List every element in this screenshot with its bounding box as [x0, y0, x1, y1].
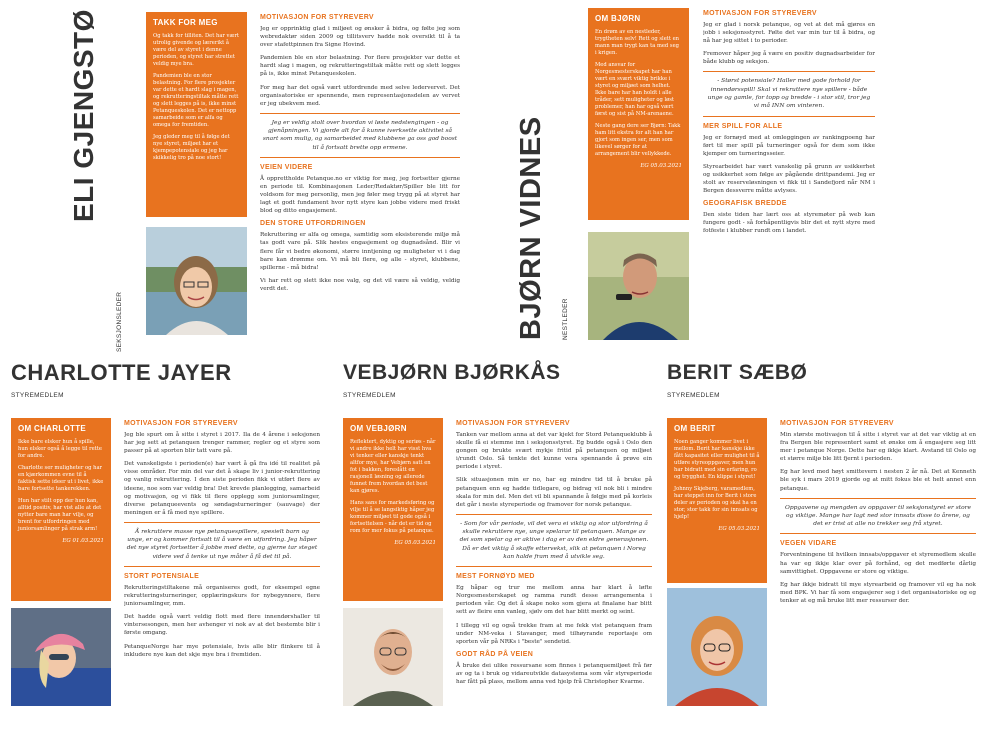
charlotte-heading-motivation: MOTIVASJON FOR STYREVERV [124, 420, 238, 427]
eli-heading-challenge: DEN STORE UTFORDRINGEN [260, 220, 366, 228]
charlotte-p4: Det hadde også vært veldig flott med flere innendørshaller til vintersesongen, men her avhenger vi nok av at det bestemte blir i første omgang. [124, 614, 320, 637]
charlotte-heading-potential: STORT POTENSIALE [124, 573, 200, 580]
bjorn-name: BJØRN VIDNES [515, 116, 547, 340]
bjorn-p1: Jeg er glad i norsk petanque, og vet at det må gjøres en jobb i seksjonsstyret. Følte det var min tur til å bidra, og nå har jeg sittet i to perioder. [703, 22, 875, 45]
bjorn-heading-more-play: MER SPILL FOR ALLE [703, 122, 783, 130]
berit-box-p2: Johnny Skjeberg, varamedlem, har steppet inn for Berit i store deler av perioden og skal ha en stor, stor takk for sin innsats og hjelp! [674, 486, 758, 521]
charlotte-role: STYREMEDLEM [11, 392, 64, 399]
vebjorn-heading-advice: GODT RÅD PÅ VEIEN [456, 650, 534, 658]
charlotte-p1: Jeg ble spurt om å sitte i styret i 2017. Ila de 4 årene i seksjonen har jeg sett at petanquen trenger rammer, regler og et styre som passer på at sporten blir tatt vare på. [124, 432, 320, 455]
eli-p5: Rekruttering er alfa og omega, samtidig som eksisterende miljø må tas godt vare på. Slik høstes engasjement og dugnadsånd. Blir vi flere får vi bedre økonomi, større inntjening og muligheter vi i dag bare kan drømme om. Vi må bli flere, og alle - styret, klubbene, spillerne - må bidra! [260, 232, 460, 271]
eli-about-box [146, 12, 247, 217]
bjorn-signature: EG 05.03.2021 [640, 163, 682, 170]
eli-box-title: TAKK FOR MEG [153, 18, 218, 27]
bjorn-box-title: OM BJØRN [595, 14, 641, 23]
eli-p3: For meg har det også vært utfordrende med selve ledervervet. Det organisatoriske er spennende, men representasjonsdelen av vervet er jeg ubekvem med. [260, 84, 460, 107]
berit-name: BERIT SÆBØ [667, 361, 808, 384]
bjorn-box-p3: Neste gang dere ser Bjørn: Takk ham litt ekstra for alt han har gjort som ingen ser, men som likevel sørger for at arrangement blir vellykkede. [595, 123, 681, 158]
eli-heading-next: VEIEN VIDERE [260, 163, 313, 171]
vebjorn-article [456, 418, 652, 718]
berit-about-box [667, 418, 767, 583]
vebjorn-about-box [343, 418, 443, 601]
eli-p1: Jeg er opprinktig glad i miljøet og ønsker å bidra, og følte jeg som webredaktør siden 2009 og tillitsverv hadde nok oversikt til å ta over stafettpinnen fra Signe Hovind. [260, 26, 460, 49]
eli-p4: Å opprettholde Petanque.no er viktig for meg, jeg fortsetter gjerne en periode til. Kombinasjonen Leder/Redaktør/Spiller ble litt for voldsom for meg personlig, men jeg føler meg trygg på at styret har lagt et godt fundament hvor nytt styre kan jobbe videre med friskt blod og ditto engasjement. [260, 175, 460, 215]
berit-photo [667, 588, 767, 706]
charlotte-name: CHARLOTTE JAYER [11, 360, 232, 385]
bjorn-photo [588, 232, 689, 340]
charlotte-p5: PetanqueNorge har mye potensiale, hvis alle blir flinkere til å inkludere nye kan det skje mye bra i fremtiden. [124, 643, 320, 658]
berit-heading-next: VEGEN VIDARE [780, 540, 837, 548]
eli-heading-motivation: MOTIVASJON FOR STYREVERV [260, 14, 374, 21]
charlotte-article [124, 418, 320, 718]
charlotte-signature: EG 01.03.2021 [62, 538, 104, 545]
eli-article [260, 12, 460, 347]
berit-p4: Eg har ikkje bidratt til mye styrearbeid og framover vil eg ha nok med BPK. Vi har få som engasjerer seg i det organisatoriske og eg tenker at eg må bruke litt mer ressurser der. [780, 581, 976, 604]
berit-p3: Forventningene til hvilken innsats/oppgaver et styremedlem skulle ha var eg ikkje klar over på forhånd, og det medførte dårlig samvittighet. Oppgavene er store og viktige. [780, 552, 976, 575]
vebjorn-heading-satisfied: MEST FORNØYD MED [456, 573, 535, 581]
eli-box-p2: Pandemien ble en stor belastning. For flere prosjekter var dette et hardt slag i magen, og rekrutteringstiltak måtte rett og slett legges på is, ikke minst Petanqueskolen. Det er nettopp samarbeide som er alfa og omega for fremtiden. [153, 73, 239, 129]
vebjorn-heading-motivation: MOTIVASJON FOR STYREVERV [456, 420, 570, 427]
berit-quote: Oppgavene og mengden av oppgaver til seksjonstyret er store og viktige. Mange har lagt ned stor innsats disse to årene, og det er trist at alle no trekker seg frå styret. [780, 498, 976, 535]
charlotte-quote: Å rekruttere masse nye petanquespillere, spesielt barn og unge, er og kommer fortsatt til å være en utfordring. Jeg håper det nye styret fortsetter å jobbe med dette, og gjerne tar steget videre ved å tenke ut nye måter å få det til på. [124, 522, 320, 567]
vebjorn-p4: I tillegg vil eg også trekke fram at me fekk vist petanquen fram under NM-veka i Stavanger, med tilhøyrande reportasje om sporten vår på NRKs i "beste" sendetid. [456, 622, 652, 645]
bjorn-heading-geography: GEOGRAFISK BREDDE [703, 200, 787, 208]
berit-article [780, 418, 976, 718]
charlotte-about-box [11, 418, 111, 601]
charlotte-photo [11, 608, 111, 706]
eli-photo [146, 227, 247, 335]
bjorn-quote: - Størst potensiale? Haller med gode forhold for innendørsspill! Skal vi rekruttere nye spillere - både unge og gamle, for topp og bredde - i stor stil, tror jeg vi må INN om vinteren. [703, 71, 875, 116]
vebjorn-p3: Eg håpar og trur me mellom anna har klart å løfte Norgesmesterskapet og ramma rundt desse arrangementa i perioden vår. Og det å skape noko som gjera at finalane har blitt sett av fleire enn vanleg, sjølv om det har blitt merkt og seint. [456, 585, 652, 616]
bjorn-about-box [588, 8, 689, 220]
charlotte-box-p3: Hun har stilt opp der hun kan, alltid positiv, har vist alle at det nytter bare man har vilje, og brent for utfordringen med juniorsamlinger på strak arm! [18, 498, 102, 533]
charlotte-box-title: OM CHARLOTTE [18, 424, 87, 433]
vebjorn-box-p1: Reflektert, dyktig og seriøs - når vi andre ikke helt har visst hva vi tenker eller kanskje tenkt altfor mye, har Vebjørn satt en fot i bakken, foreslått en rasjonell løsning og allerede funnet frem hvordan det best kan gjøres. [350, 439, 436, 495]
berit-box-p1: Noen ganger kommer livet i mellom. Berit har kanskje ikke fått kapasitet eller mulighet til å utføre styreoppgaver, men hun har bidratt med sin erfaring, ro og trygghet. En klippe i styret! [674, 439, 760, 481]
bjorn-box-p2: Med ansvar for Norgesmesterskapet har han vært en svært viktig brikke i styret og miljøet som helhet. Ikke bare har han holdt i alle tråder, sett muligheter og løst problemer, han har også vært først og sist på NM-arenaene. [595, 62, 675, 118]
berit-p2: Eg har levd med høyt smittevern i nesten 2 år nå. Det at Kenneth ble syk i mars 2019 gjorde og at mitt fokus ble et helt annet enn petanque. [780, 469, 976, 492]
vebjorn-signature: EG 05.03.2021 [394, 540, 436, 547]
charlotte-box-p1: Ikke bare elsker hun å spille, hun elsker også å legge til rette for andre. [18, 439, 102, 460]
bjorn-box-p1: En drøm av en nestleder, trygtheten selv! Rett og slett en mann man trygt kan ta med seg i krigen. [595, 29, 680, 57]
charlotte-p3: Rekrutteringstiltakene må organiseres godt, for eksempel egne rekrutteringsturneringer, opplæringskurs for nybegynnere, flere juniorsamlinger, mm. [124, 585, 320, 608]
eli-p6: Vi har rett og slett ikke noe valg, og det vil være så veldig, veldig verdt det. [260, 277, 460, 292]
berit-role: STYREMEDLEM [667, 392, 720, 399]
bjorn-p2: Fremover håper jeg å være en positiv dugnadsarbeider for både klubb og seksjon. [703, 51, 875, 66]
berit-signature: EG 05.03.2021 [718, 526, 760, 533]
berit-p1: Min største motivasjon til å sitte i styret var at det var viktig at en fra Bergen ble representert samt et ønske om å engasjere seg litt mer i petanque Norge. Dette har eg ikkje klart. Avstand til Oslo og et større miljø ble litt fjernt i perioden. [780, 432, 976, 463]
eli-name: ELI GJENGSTØ [68, 9, 99, 222]
vebjorn-role: STYREMEDLEM [343, 392, 396, 399]
vebjorn-box-p2: Hans sans for markedsføring og vilje til å se langsiktig håper jeg kommer miljøet til gode også i fortsettelsen - når det er tid og rom for mer fokus på petanque. [350, 500, 435, 535]
vebjorn-p2: Slik situasjonen min er no, har eg mindre tid til å bruke på petanquen enn eg hadde tidlegare, og bidrag vil nok bli i mindre skala for min del. Men det vil bli spannande å følgje med på korleis det går i neste styreperiode og framover for norsk petanque. [456, 477, 652, 508]
vebjorn-photo [343, 608, 443, 706]
bjorn-role: NESTLEDER [562, 298, 569, 340]
berit-box-title: OM BERIT [674, 424, 716, 433]
vebjorn-p1: Tanken var mellom anna at det var kjekt for Stord Petanqueklubb å skulle få ei stemme inn i seksjonsstyret. Eg budde også i Oslo den gongen og brukte svært mykje fritid på petanquen og miljøet i/rundt Oslo. Så tenkte det kunne vera spennande å prøve ein periode i styret. [456, 432, 652, 471]
eli-box-p1: Og takk for tilliten. Det har vært utrolig givende og lærerikt å være del av styret i denne perioden, og styret har strettet veldig mye bra. [153, 33, 239, 68]
bjorn-p4: Styrearbeidet har vært vanskelig på grunn av usikkerhet og usikkerhet som følge av pågående drittpandemi. Jeg er stolt av reserveløsningen vi fikk til i Sandefjord når NM i Bergen dessverre måtte avlyses. [703, 163, 875, 195]
bjorn-article [703, 8, 875, 308]
eli-box-p3: Jeg gleder meg til å følge det nye styret, miljøet har et kjempepotensiale og jeg har skikkelig tro på noe stort! [153, 134, 230, 162]
bjorn-heading-motivation: MOTIVASJON FOR STYREVERV [703, 10, 817, 17]
berit-heading-motivation: MOTIVASJON FOR STYREVERV [780, 420, 894, 427]
charlotte-box-p2: Charlotte ser muligheter og har en kjærkommen evne til å faktisk sette ideer ut i livet, ikke bare fortsette tankerekken. [18, 465, 104, 493]
charlotte-p2: Det vanskeligste i perioden(e) har vært å gå fra idé til realitet på visse områder. For min del var det å skape liv i junior-rekruttering og vanlig rekruttering. I den siste perioden fikk vi utført flere av ideene, noe som var veldig bra! Det krevde planlegging, samarbeid og motivasjon, og vi fikk til flere opplegg som juniorsamlinger, diverse petanqueevents og søndagsturneringer (sauvage) der meningen er å få med nye spillere. [124, 461, 320, 516]
vebjorn-name: VEBJØRN BJØRKÅS [343, 361, 561, 384]
eli-role: SEKSJONSLEDER [116, 291, 123, 352]
eli-quote: Jeg er veldig stolt over hvordan vi løste nedstengingen - og gjenåpningen. Vi gjorde alt for å kunne iverksette aktivitet så snart som mulig, og samarbeidet med klubbene ga oss god boost til å fortsatt brette opp ermene. [260, 113, 460, 158]
eli-p2: Pandemien ble en stor belastning. For flere prosjekter var dette et hardt slag i magen, og rekrutteringstiltak måtte rett og slett legges på is, ikke minst Petanqueskolen. [260, 55, 460, 78]
vebjorn-box-title: OM VEBJØRN [350, 424, 407, 433]
vebjorn-quote: - Som for vår periode, vil det vera ei viktig og stor utfordring å skulle rekruttere nye, unge spelarar til petanquen. Mange av dei som spelar og er aktive i dag er av den eldre generasjonen. Då er det viktig å skaffe ettervekst, slik at petanquen i Noreg kan halde fram med å utvikle seg. [456, 514, 652, 567]
bjorn-p3: Jeg er fornøyd med at omleggingen av rankingpoeng har ført til mer spill på turneringer også for dem som ikke kjemper om turneringsseier. [703, 134, 875, 157]
vebjorn-p5: Å bruke dei ulike ressursane som finnes i petanquemiljøet frå før av og ta i bruk og vidareutvikle datasystema som vår styreperiode har fått på plass, mellom anna ved hjelp frå Christopher Kvarme. [456, 662, 652, 686]
bjorn-p5: Den siste tiden har lært oss at styremøter på web kan fungere godt - så forhåpentligvis blir det et nytt styre med fotfeste i klubber rundt om i landet. [703, 212, 875, 235]
